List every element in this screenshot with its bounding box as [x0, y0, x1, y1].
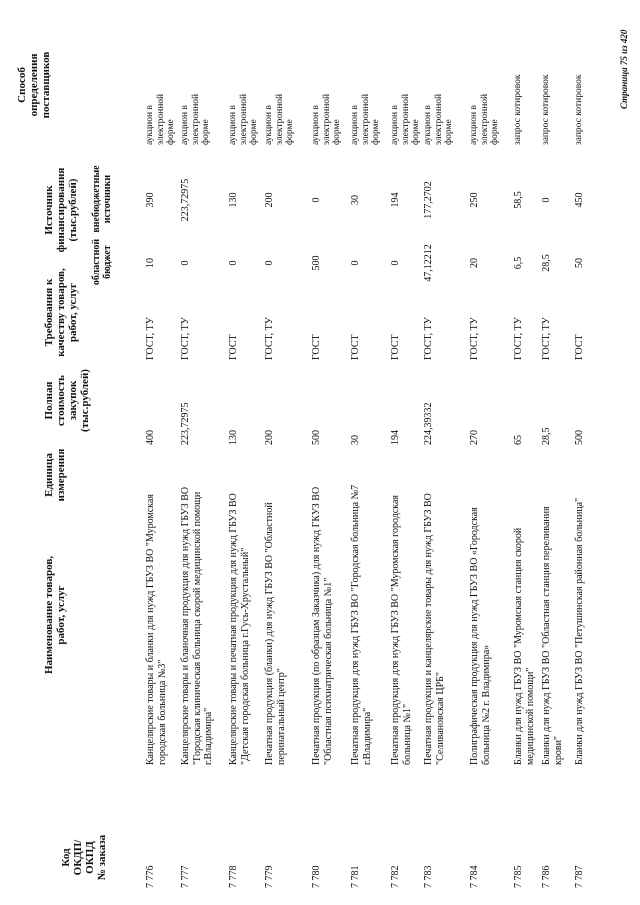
- cell-funding-regional: 0: [228, 260, 239, 266]
- header-funding-regional: областной бюджет: [91, 238, 113, 286]
- cell-funding-extra: 450: [574, 192, 585, 208]
- cell-method: аукцион в электронной форме: [311, 93, 342, 145]
- cell-code: 7 785: [513, 865, 524, 888]
- cell-funding-regional: 0: [264, 260, 275, 266]
- cell-name: Канцелярские товары и бланки для нужд ГБУЗ ВО "Муромская городская больница №3": [145, 494, 168, 765]
- cell-funding-extra: 200: [264, 192, 275, 208]
- cell-funding-extra: 0: [541, 197, 552, 203]
- cell-requirements: ГОСТ, ТУ: [513, 317, 524, 360]
- cell-funding-regional: 500: [311, 255, 322, 271]
- cell-name: Печатная продукция для нужд ГБУЗ ВО "Муромская городская больница №1": [390, 495, 413, 765]
- header-unit: Единица измерения: [43, 448, 67, 502]
- cell-requirements: ГОСТ, ТУ: [145, 317, 156, 360]
- cell-funding-regional: 0: [390, 260, 401, 266]
- header-cost: Полная стоимость закупок (тыс.рублей): [43, 369, 91, 432]
- cell-funding-regional: 47,12212: [423, 244, 434, 282]
- cell-requirements: ГОСТ: [390, 334, 401, 360]
- cell-funding-extra: 30: [350, 195, 361, 205]
- cell-code: 7 781: [350, 865, 361, 888]
- cell-name: Печатная продукция и канцелярские товары для нужд ГБУЗ ВО "Селивановская ЦРБ": [423, 493, 446, 765]
- cell-funding-extra: 130: [228, 192, 239, 208]
- cell-requirements: ГОСТ, ТУ: [180, 317, 191, 360]
- header-method: Способ определения поставщиков: [16, 51, 52, 119]
- header-code: Код ОКДП/ ОКПД № заказа: [60, 834, 108, 881]
- cell-funding-extra: 58,5: [513, 191, 524, 209]
- cell-funding-regional: 10: [145, 258, 156, 268]
- cell-requirements: ГОСТ: [350, 334, 361, 360]
- cell-method: аукцион в электронной форме: [228, 93, 259, 145]
- cell-code: 7 780: [311, 865, 322, 888]
- cell-funding-regional: 28,5: [541, 254, 552, 272]
- cell-method: аукцион в электронной форме: [469, 93, 500, 145]
- cell-name: Бланки для нужд ГБУЗ ВО "Муромская станция скорой медицинской помощи": [513, 527, 536, 765]
- cell-name: Канцелярские товары и бланочная продукция для нужд ГБУЗ ВО "Городская клиническая больница скорой медицинской помощи г.Владимира": [180, 486, 214, 765]
- cell-funding-extra: 250: [469, 192, 480, 208]
- cell-funding-regional: 0: [180, 260, 191, 266]
- cell-method: запрос котировок: [574, 74, 584, 145]
- cell-cost: 223,72975: [180, 402, 191, 445]
- cell-method: аукцион в электронной форме: [423, 93, 454, 145]
- cell-requirements: ГОСТ, ТУ: [423, 317, 434, 360]
- cell-method: аукцион в электронной форме: [264, 93, 295, 145]
- cell-funding-regional: 6,5: [513, 256, 524, 270]
- cell-funding-extra: 390: [145, 192, 156, 208]
- cell-requirements: ГОСТ: [311, 334, 322, 360]
- cell-cost: 270: [469, 430, 480, 445]
- header-name: Наименование товаров, работ, услуг: [43, 555, 67, 675]
- cell-funding-extra: 223,72975: [180, 178, 191, 222]
- cell-requirements: ГОСТ: [228, 334, 239, 360]
- cell-cost: 224,39332: [423, 402, 434, 445]
- cell-name: Полиграфическая продукция для нужд ГБУЗ ВО «Городская больница №2 г. Владимира»: [469, 507, 492, 765]
- cell-funding-regional: 0: [350, 260, 361, 266]
- cell-cost: 30: [350, 435, 361, 445]
- cell-code: 7 779: [264, 865, 275, 888]
- cell-cost: 28,5: [541, 427, 552, 445]
- cell-funding-extra: 177,2702: [423, 181, 434, 219]
- cell-funding-extra: 194: [390, 192, 401, 208]
- header-funding-extra: внебюджетные источники: [91, 165, 113, 233]
- cell-code: 7 783: [423, 865, 434, 888]
- page-number: Страница 75 из 420: [619, 29, 629, 109]
- cell-requirements: ГОСТ, ТУ: [541, 317, 552, 360]
- cell-name: Бланки для нужд ГБУЗ ВО "Петушинская районная больница": [574, 497, 585, 765]
- cell-cost: 400: [145, 430, 156, 445]
- cell-method: аукцион в электронной форме: [180, 93, 211, 145]
- cell-name: Канцелярские товары и печатная продукция для нужд ГБУЗ ВО "Детская городская больница г.Гусь-Хрустальный": [228, 493, 251, 765]
- cell-code: 7 776: [145, 865, 156, 888]
- cell-name: Печатная продукция (по образцам Заказчика) для нужд ГКУЗ ВО "Областная психиатрическая больница №1": [311, 486, 334, 765]
- cell-name: Печатная продукция (бланки) для нужд ГБУЗ ВО "Областной перинатальный центр": [264, 502, 287, 765]
- cell-name: Печатная продукция для нужд ГБУЗ ВО "Городская больница №7 г.Владимира": [350, 484, 373, 765]
- cell-code: 7 782: [390, 865, 401, 888]
- cell-code: 7 786: [541, 865, 552, 888]
- cell-method: аукцион в электронной форме: [145, 93, 176, 145]
- cell-method: аукцион в электронной форме: [350, 93, 381, 145]
- cell-requirements: ГОСТ, ТУ: [469, 317, 480, 360]
- cell-cost: 65: [513, 435, 524, 445]
- cell-cost: 500: [574, 430, 585, 445]
- cell-cost: 130: [228, 430, 239, 445]
- cell-funding-extra: 0: [311, 197, 322, 203]
- cell-cost: 200: [264, 430, 275, 445]
- cell-funding-regional: 50: [574, 258, 585, 268]
- cell-method: аукцион в электронной форме: [390, 93, 421, 145]
- header-requirements: Требования к качеству товаров, работ, услуг: [43, 268, 79, 357]
- cell-method: запрос котировок: [541, 74, 551, 145]
- cell-funding-regional: 20: [469, 258, 480, 268]
- cell-code: 7 777: [180, 865, 191, 888]
- cell-name: Бланки для нужд ГБУЗ ВО "Областная станция переливания крови": [541, 506, 564, 765]
- cell-requirements: ГОСТ, ТУ: [264, 317, 275, 360]
- cell-cost: 194: [390, 430, 401, 445]
- cell-code: 7 778: [228, 865, 239, 888]
- cell-code: 7 787: [574, 865, 585, 888]
- cell-requirements: ГОСТ: [574, 334, 585, 360]
- cell-cost: 500: [311, 430, 322, 445]
- cell-method: запрос котировок: [513, 74, 523, 145]
- header-funding: Источник финансирования (тыс.рублей): [43, 167, 79, 253]
- cell-code: 7 784: [469, 865, 480, 888]
